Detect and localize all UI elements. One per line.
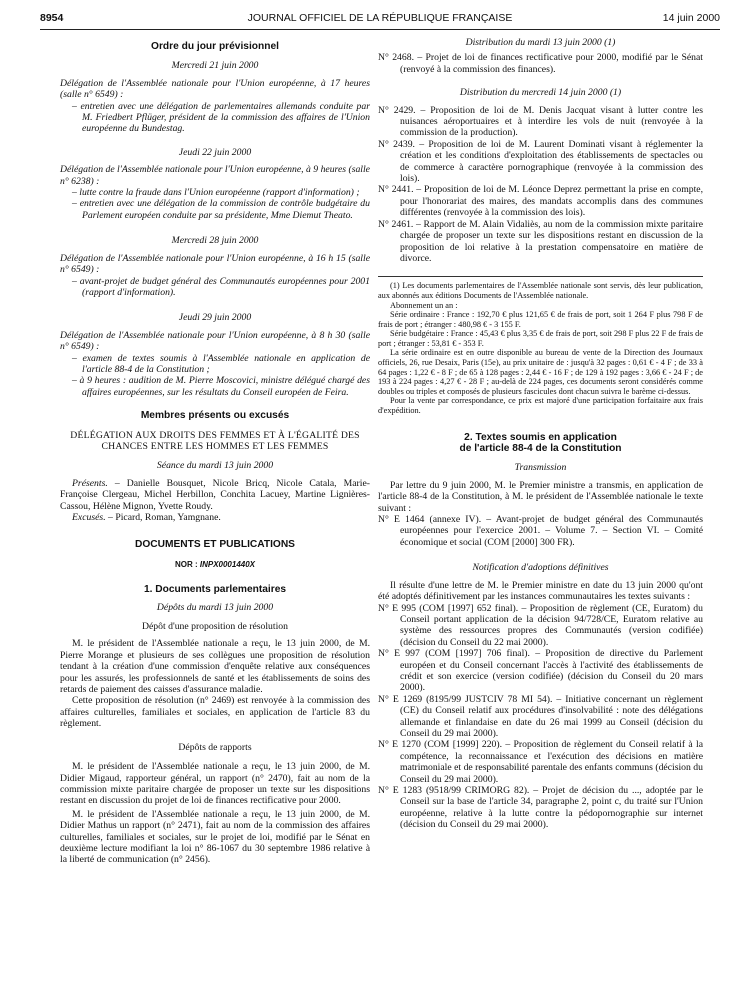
- delegation-heading: DÉLÉGATION AUX DROITS DES FEMMES ET À L'ÉGALITÉ DES CHANCES ENTRE LES HOMMES ET LES FEMMES: [70, 429, 360, 452]
- document-entry: N° 2468. – Projet de loi de finances rectificative pour 2000, modifié par le Sénat (renvoyé à la commission des finances).: [378, 52, 703, 75]
- paragraph: M. le président de l'Assemblée nationale a reçu, le 13 juin 2000, de M. Didier Migaud, rapporteur général, un rapport (n° 2470), fait au nom de la commission mixte paritaire chargée de proposer un texte sur les dispositions restant en discussion du projet de loi de finances rectificative pour 2000.: [60, 761, 370, 807]
- footnote: Abonnement un an :: [390, 300, 458, 310]
- session-heading: Délégation de l'Assemblée nationale pour l'Union européenne, à 9 heures (salle n° 6238) :: [60, 164, 370, 187]
- page-number: 8954: [40, 12, 64, 24]
- nor-line: [60, 559, 370, 570]
- section-title-line2: de l'article 88-4 de la Constitution: [459, 443, 622, 455]
- document-entry: N° E 1283 (9518/99 CRIMORG 82). – Projet de décision du ..., adoptée par le Conseil sur la base de l'article 34, paragraphe 2, point c, du traité sur l'Union européenne, relative à la lutte contre la pédopornographie sur internet (décision du Conseil du 29 mai 2000).: [378, 785, 703, 831]
- section-title: 2. Textes soumis en application: [464, 431, 617, 443]
- agenda-item: – lutte contre la fraude dans l'Union européenne (rapport d'information) ;: [72, 187, 360, 199]
- presents-label: Présents.: [72, 477, 108, 489]
- agenda-item: – entretien avec une délégation de parlementaires allemands conduite par M. Friedbert Pflüger, président de la commission des affaires de l'Union européenne du Bundestag.: [72, 100, 370, 135]
- distribution-heading: Distribution du mardi 13 juin 2000 (1): [465, 37, 616, 48]
- footnote: Pour la vente par correspondance, ce prix est majoré d'une participation forfaitaire aux frais d'expédition.: [378, 396, 703, 416]
- date-heading: Jeudi 22 juin 2000: [178, 146, 252, 158]
- journal-title: JOURNAL OFFICIEL DE LA RÉPUBLIQUE FRANÇAISE: [247, 12, 513, 24]
- document-entry: N° E 1464 (annexe IV). – Avant-projet de budget général des Communautés européennes pour l'exercice 2001. – Volume 7. – Section VI. – Comité économique et social (COM [2000] 300 FR).: [378, 514, 703, 548]
- session-heading: Délégation de l'Assemblée nationale pour l'Union européenne, à 16 h 15 (salle n° 6549) :: [60, 252, 370, 276]
- section-title: 1. Documents parlementaires: [143, 584, 287, 596]
- membres-title: Membres présents ou excusés: [140, 410, 290, 422]
- subsection-heading: Dépôt d'une proposition de résolution: [142, 621, 288, 633]
- page-header: [40, 12, 720, 28]
- docs-title: DOCUMENTS ET PUBLICATIONS: [135, 539, 295, 551]
- document-entry: N° 2429. – Proposition de loi de M. Denis Jacquat visant à lutter contre les nuisances aéroportuaires et à interdire les vols de nuit (renvoyée à la commission de la production).: [378, 104, 703, 139]
- agenda-item: – avant-projet de budget général des Communautés européennes pour 2001 (rapport d'information).: [72, 275, 370, 298]
- excuses-label: Excusés.: [72, 512, 106, 523]
- footnote: (1) Les documents parlementaires de l'Assemblée nationale sont servis, dès leur publication, aux abonnés aux éditions Documents de l'Assemblée nationale.: [378, 281, 703, 300]
- footnote: Série ordinaire : France : 192,70 € plus 121,65 € de frais de port, soit 1 264 F plus 798 F de frais de port ; étranger : 480,98 € - 3 155 F.: [378, 310, 703, 329]
- distribution-heading: Distribution du mercredi 14 juin 2000 (1): [459, 87, 622, 99]
- document-entry: N° E 995 (COM [1997] 652 final). – Proposition de règlement (CE, Euratom) du Conseil portant application de la décision 94/728/CE, Euratom relative au système des ressources propres des Communautés (version codifiée) (décision du Conseil du 22 mai 2000).: [378, 602, 703, 648]
- notification-heading: Notification d'adoptions définitives: [472, 562, 609, 574]
- paragraph: Il résulte d'une lettre de M. le Premier ministre en date du 13 juin 2000 qu'ont été adoptés définitivement par les instances communautaires les textes suivants :: [378, 579, 703, 603]
- date-heading: Jeudi 29 juin 2000: [178, 312, 252, 324]
- document-entry: N° E 1269 (8195/99 JUSTCIV 78 MI 54). – Initiative concernant un règlement (CE) du Conseil relatif aux procédures d'insolvabilité : note des délégations allemande et finlandaise en date du 26 mai 1999 au Conseil (décision du Conseil du 29 mai 2000).: [378, 693, 703, 739]
- header-rule: [40, 29, 720, 30]
- presents-list: [60, 478, 370, 512]
- paragraph: Cette proposition de résolution (n° 2469) est renvoyée à la commission des affaires culturelles, familiales et sociales, en application de l'article 83 du règlement.: [60, 695, 370, 730]
- agenda-item: – examen de textes soumis à l'Assemblée nationale en application de l'article 88-4 de la Constitution ;: [72, 352, 370, 375]
- nor-code: INPX0001440X: [199, 559, 256, 569]
- paragraph: M. le président de l'Assemblée nationale a reçu, le 13 juin 2000, de M. Pierre Morange et plusieurs de ses collègues une proposition de résolution tendant à la création d'une commission d'enquête relative aux conséquences pour les assurés, les professionnels de santé et les établissements de soins des retards de paiement des caisses d'assurance maladie.: [60, 638, 370, 696]
- issue-date: 14 juin 2000: [662, 12, 720, 24]
- excuses-list: [60, 512, 370, 523]
- nor-label: NOR :: [174, 559, 200, 569]
- document-entry: N° E 997 (COM [1997] 706 final). – Proposition de directive du Parlement européen et du Conseil concernant l'accès à l'activité des établissements de crédit et son exercice (version codifiée) (décision du Conseil du 20 mars 2000).: [378, 648, 703, 694]
- seance-heading: Séance du mardi 13 juin 2000: [156, 460, 274, 472]
- presents-names: – Danielle Bousquet, Nicole Bricq, Nicole Catala, Marie-Françoise Clergeau, Michel Herbillon, Conchita Lacuey, Martine Lignières-Cassou, Hélène Mignon, Yvette Roudy.: [60, 477, 370, 512]
- document-entry: N° 2461. – Rapport de M. Alain Vidaliès, au nom de la commission mixte paritaire chargée de proposer un texte sur les dispositions restant en discussion de la proposition de loi relative à la prestation compensatoire en matière de divorce.: [378, 218, 703, 264]
- document-entry: N° 2439. – Proposition de loi de M. Laurent Dominati visant à réglementer la création et les conditions d'exploitation des établissements de spectacles ou de commerce à caractère pornographique (renvoyée à la commission des lois).: [378, 138, 703, 185]
- footnote: Série budgétaire : France : 45,43 € plus 3,35 € de frais de port, soit 298 F plus 22 F de frais de port ; étranger : 53,81 € - 353 F.: [378, 329, 703, 348]
- paragraph: Par lettre du 9 juin 2000, M. le Premier ministre a transmis, en application de l'article 88-4 de la Constitution, à M. le président de l'Assemblée nationale le texte suivant :: [378, 479, 703, 514]
- date-heading: Mercredi 21 juin 2000: [171, 60, 259, 72]
- session-heading: Délégation de l'Assemblée nationale pour l'Union européenne, à 17 heures (salle n° 6549) :: [60, 77, 370, 101]
- document-entry: N° E 1270 (COM [1999] 220). – Proposition de règlement du Conseil relatif à la compétence, la reconnaissance et l'exécution des décisions en matière matrimoniale et de responsabilité parentale des enfants communs (décision du Conseil du 29 mai 2000).: [378, 739, 703, 785]
- agenda-item: – entretien avec une délégation de la commission de contrôle budgétaire du Parlement européen conduite par sa présidente, Mme Diemut Theato.: [72, 198, 370, 221]
- agenda-item: – à 9 heures : audition de M. Pierre Moscovici, ministre délégué chargé des affaires européennes, sur les résultats du Conseil européen de Feira.: [72, 375, 370, 398]
- footnote-rule: [378, 276, 703, 277]
- depots-heading: Dépôts du mardi 13 juin 2000: [156, 601, 274, 613]
- document-entry: N° 2441. – Proposition de loi de M. Léonce Deprez permettant la prise en compte, pour l'honorariat des maires, des mandats accomplis dans des communes différentes (renvoyée à la commission des lois).: [378, 184, 703, 219]
- subsection-heading: Dépôts de rapports: [178, 741, 252, 753]
- footnote: La série ordinaire est en outre disponible au bureau de vente de la Direction des Journaux officiels, 26, rue Desaix, Paris (15e), au prix unitaire de : jusqu'à 32 pages : 0,61 € - 4 F ; de 33 à 64 pages : 1,22 € - 8 F ; de 65 à 128 pages : 2,44 € - 16 F ; de 129 à 192 pages : 3,66 € - 24 F ; de 193 à 224 pages : 4,27 € - 28 F ; au-delà de 224 pages, ces documents seront considérés comme doubles ou triples et composés de plusieurs fascicules dont chacun suivra le barème ci-dessus.: [378, 348, 703, 396]
- paragraph: M. le président de l'Assemblée nationale a reçu, le 13 juin 2000, de M. Didier Mathus un rapport (n° 2471), fait au nom de la commission des affaires culturelles, familiales et sociales, sur le projet de loi, modifié par le Sénat en deuxième lecture modifiant la loi n° 86-1067 du 30 septembre 1986 relative à la liberté de communication (n° 2456).: [60, 808, 370, 866]
- session-heading: Délégation de l'Assemblée nationale pour l'Union européenne, à 8 h 30 (salle n° 6549) :: [60, 329, 370, 353]
- transmission-heading: Transmission: [514, 462, 567, 474]
- ordre-title: Ordre du jour prévisionnel: [151, 41, 279, 52]
- left-column: [60, 35, 370, 866]
- right-column: [378, 35, 703, 831]
- date-heading: Mercredi 28 juin 2000: [171, 235, 259, 247]
- excuses-names: – Picard, Roman, Yamgnane.: [105, 512, 221, 523]
